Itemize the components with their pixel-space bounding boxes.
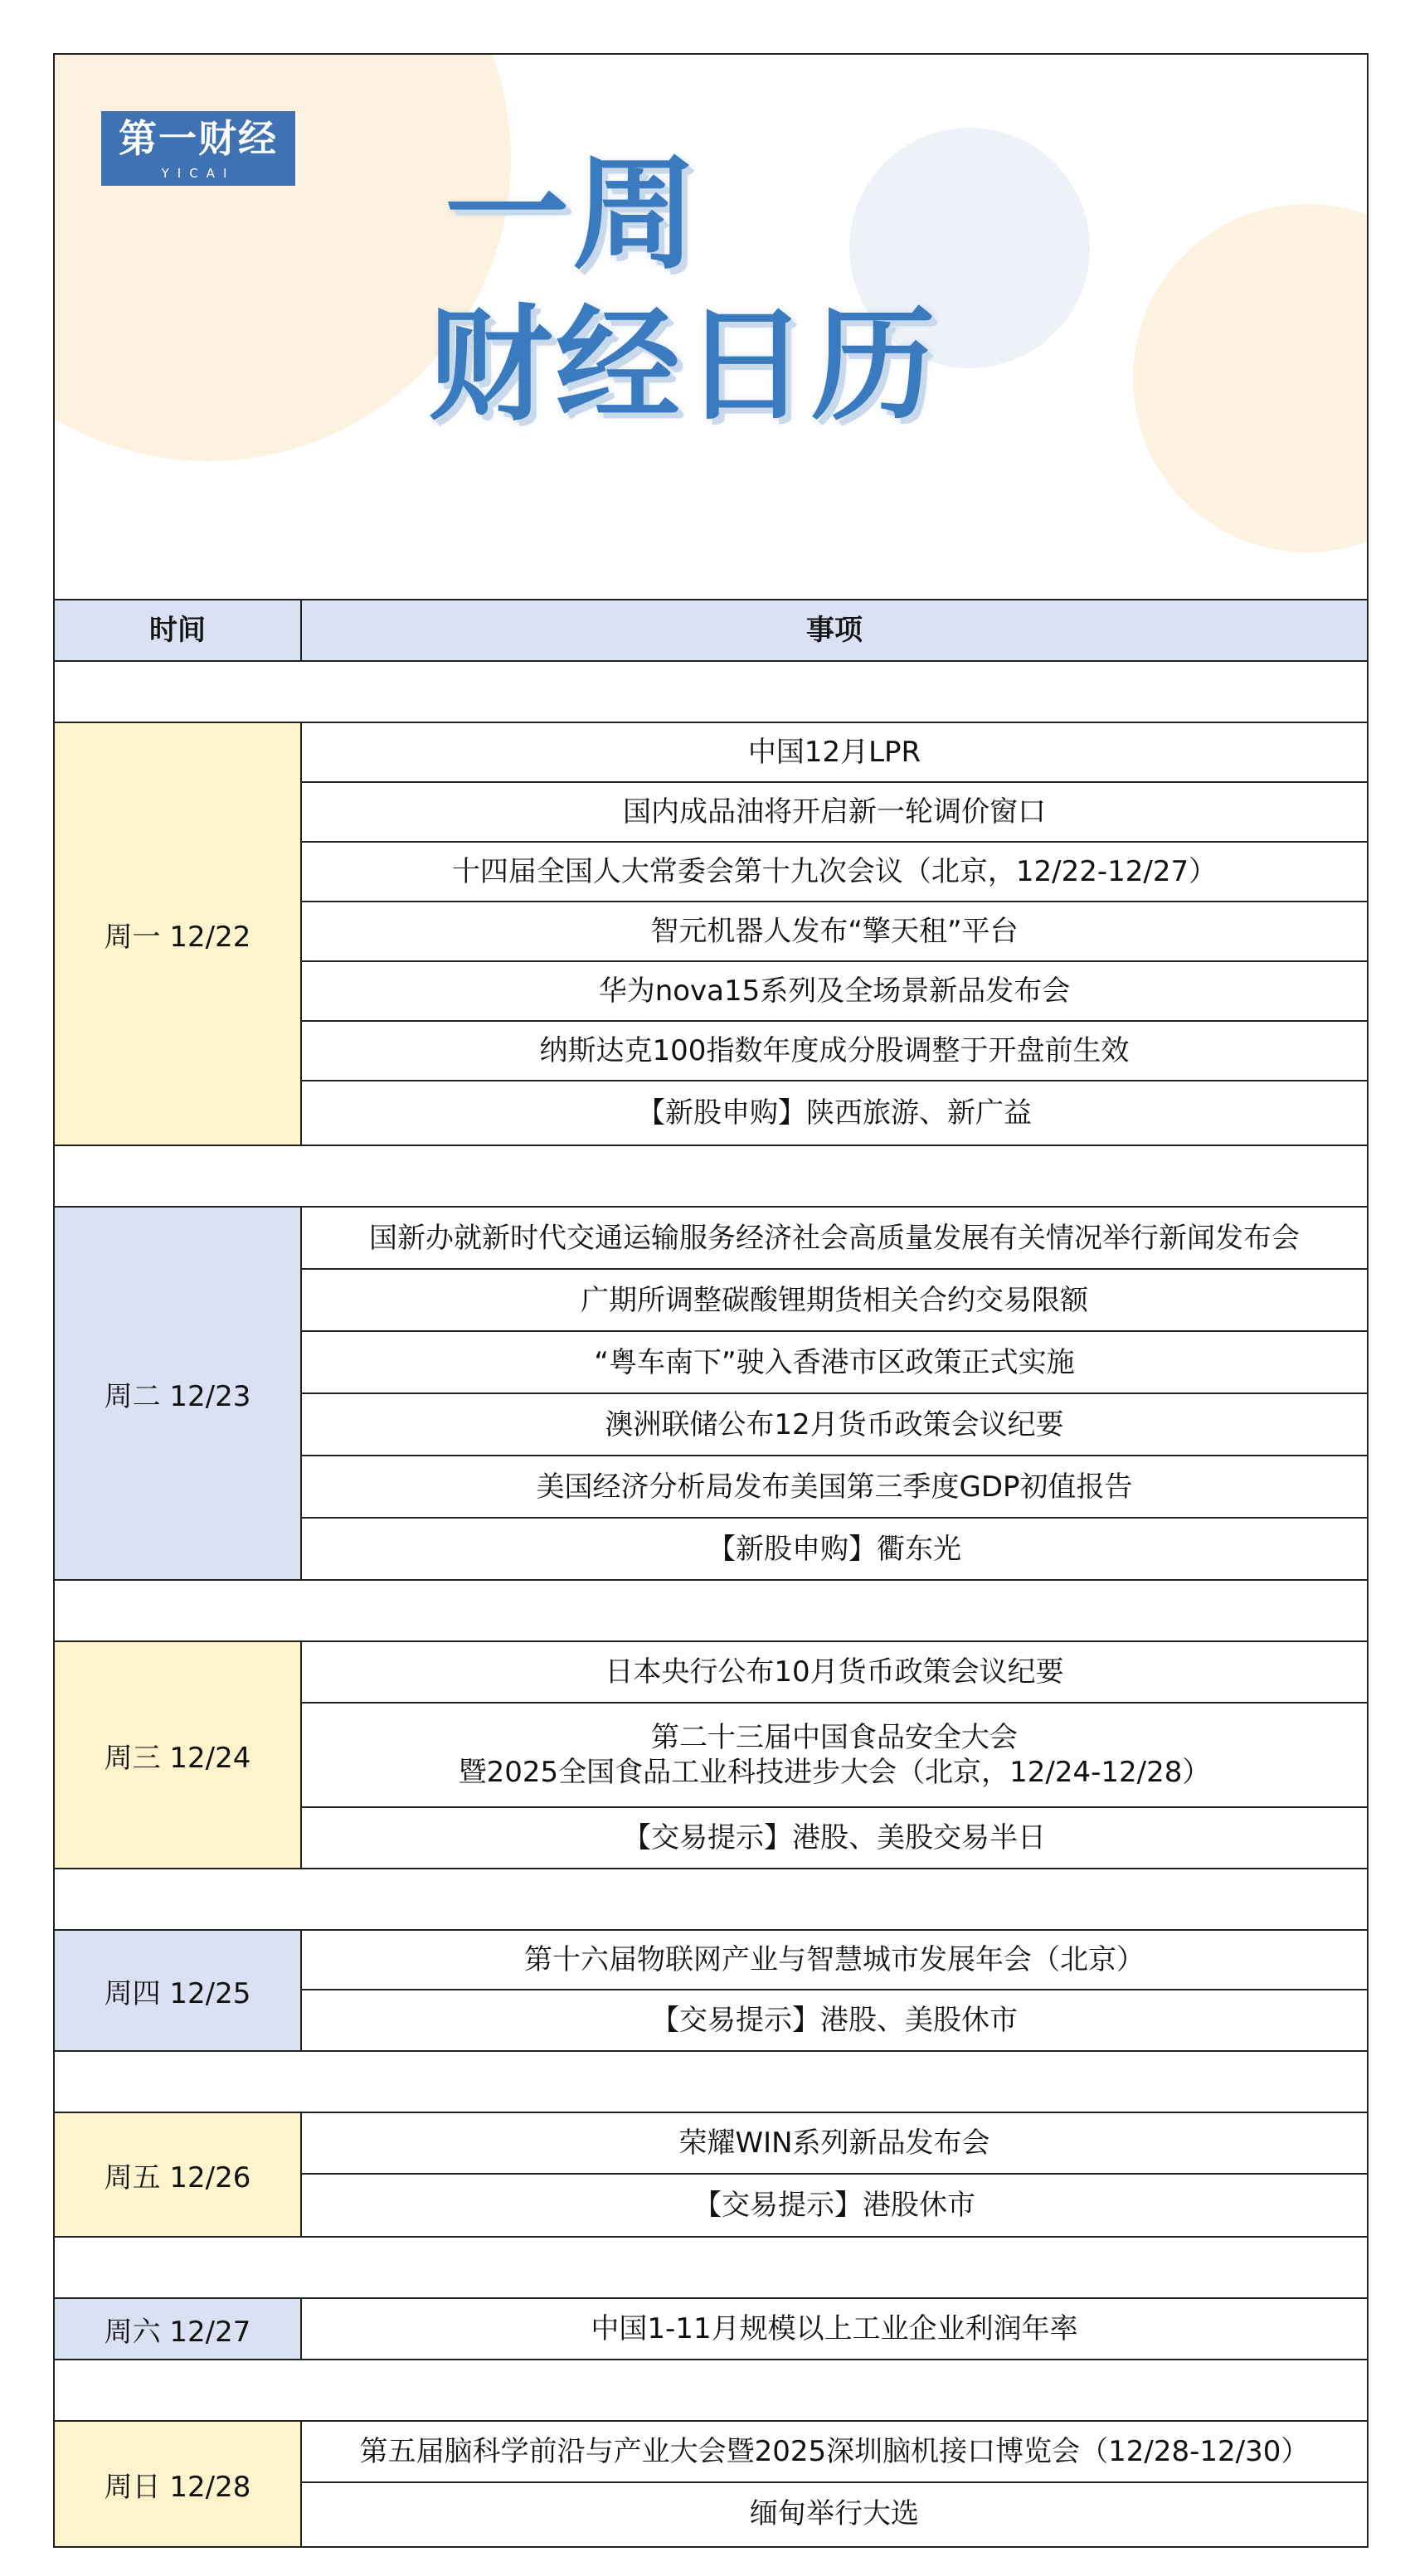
yicai-logo [101, 111, 295, 186]
day-label: 周五 12/26 [55, 2113, 302, 2236]
col-header-event: 事项 [806, 614, 863, 647]
day-label: 周六 12/27 [55, 2299, 302, 2359]
day-label: 周日 12/28 [55, 2422, 302, 2546]
day-group-tuesday [55, 1208, 1367, 1581]
event-item: 美国经济分析局发布美国第三季度GDP初值报告 [302, 1456, 1367, 1519]
spacer-row [55, 2360, 1367, 2422]
event-item: 【新股申购】陕西旅游、新广益 [637, 1096, 1032, 1130]
event-item: 缅甸举行大选 [750, 2497, 919, 2530]
day-group-friday [55, 2113, 1367, 2238]
spacer-row [55, 1146, 1367, 1208]
event-item: 纳斯达克100指数年度成分股调整于开盘前生效 [302, 1022, 1367, 1081]
event-item: 中国12月LPR [302, 723, 1367, 783]
day-group-monday [55, 723, 1367, 1146]
table-header-row [55, 599, 1367, 662]
day-group-thursday [55, 1931, 1367, 2052]
event-item: 【交易提示】港股、美股交易半日 [623, 1821, 1046, 1854]
header-banner [55, 55, 1367, 599]
event-item: 国内成品油将开启新一轮调价窗口 [302, 783, 1367, 843]
spacer-row [55, 2238, 1367, 2299]
day-group-sunday [55, 2422, 1367, 2546]
event-item: 日本央行公布10月货币政策会议纪要 [302, 1642, 1367, 1704]
event-item: 中国1-11月规模以上工业企业利润年率 [591, 2312, 1078, 2345]
event-item: 智元机器人发布“擎天租”平台 [302, 902, 1367, 962]
day-group-saturday [55, 2299, 1367, 2360]
event-item: 【交易提示】港股、美股休市 [651, 2004, 1018, 2037]
logo-subtext: YICAI [161, 166, 236, 181]
event-item: 澳洲联储公布12月货币政策会议纪要 [302, 1394, 1367, 1456]
day-label: 周四 12/25 [55, 1931, 302, 2050]
col-header-time: 时间 [55, 600, 302, 660]
day-group-wednesday [55, 1642, 1367, 1869]
event-item: 第十六届物联网产业与智慧城市发展年会（北京） [302, 1931, 1367, 1990]
title-line-2: 财经日历 [428, 294, 940, 438]
event-item: 国新办就新时代交通运输服务经济社会高质量发展有关情况举行新闻发布会 [302, 1208, 1367, 1270]
event-item: 荣耀WIN系列新品发布会 [302, 2113, 1367, 2175]
event-item: 【交易提示】港股休市 [693, 2189, 975, 2222]
decor-circle-right [1133, 204, 1367, 552]
calendar-frame [53, 53, 1369, 2548]
spacer-row [55, 662, 1367, 723]
event-item: 十四届全国人大常委会第十九次会议（北京，12/22-12/27） [302, 843, 1367, 902]
event-line: 第二十三届中国食品安全大会 [651, 1721, 1018, 1754]
event-item: 【新股申购】衢东光 [707, 1532, 961, 1566]
day-label: 周一 12/22 [55, 723, 302, 1145]
event-item: 华为nova15系列及全场景新品发布会 [302, 962, 1367, 1022]
spacer-row [55, 1581, 1367, 1642]
spacer-row [55, 2052, 1367, 2113]
day-label: 周三 12/24 [55, 1642, 302, 1868]
event-item: 第五届脑科学前沿与产业大会暨2025深圳脑机接口博览会（12/28-12/30） [302, 2422, 1367, 2483]
event-line: 暨2025全国食品工业科技进步大会（北京，12/24-12/28） [458, 1756, 1211, 1789]
event-item: 广期所调整碳酸锂期货相关合约交易限额 [302, 1270, 1367, 1332]
spacer-row [55, 1869, 1367, 1931]
logo-text: 第一财经 [119, 116, 278, 161]
day-label: 周二 12/23 [55, 1208, 302, 1579]
event-item-multiline [302, 1704, 1367, 1808]
event-item: “粤车南下”驶入香港市区政策正式实施 [302, 1332, 1367, 1394]
title-line-1: 一周 [445, 143, 701, 287]
